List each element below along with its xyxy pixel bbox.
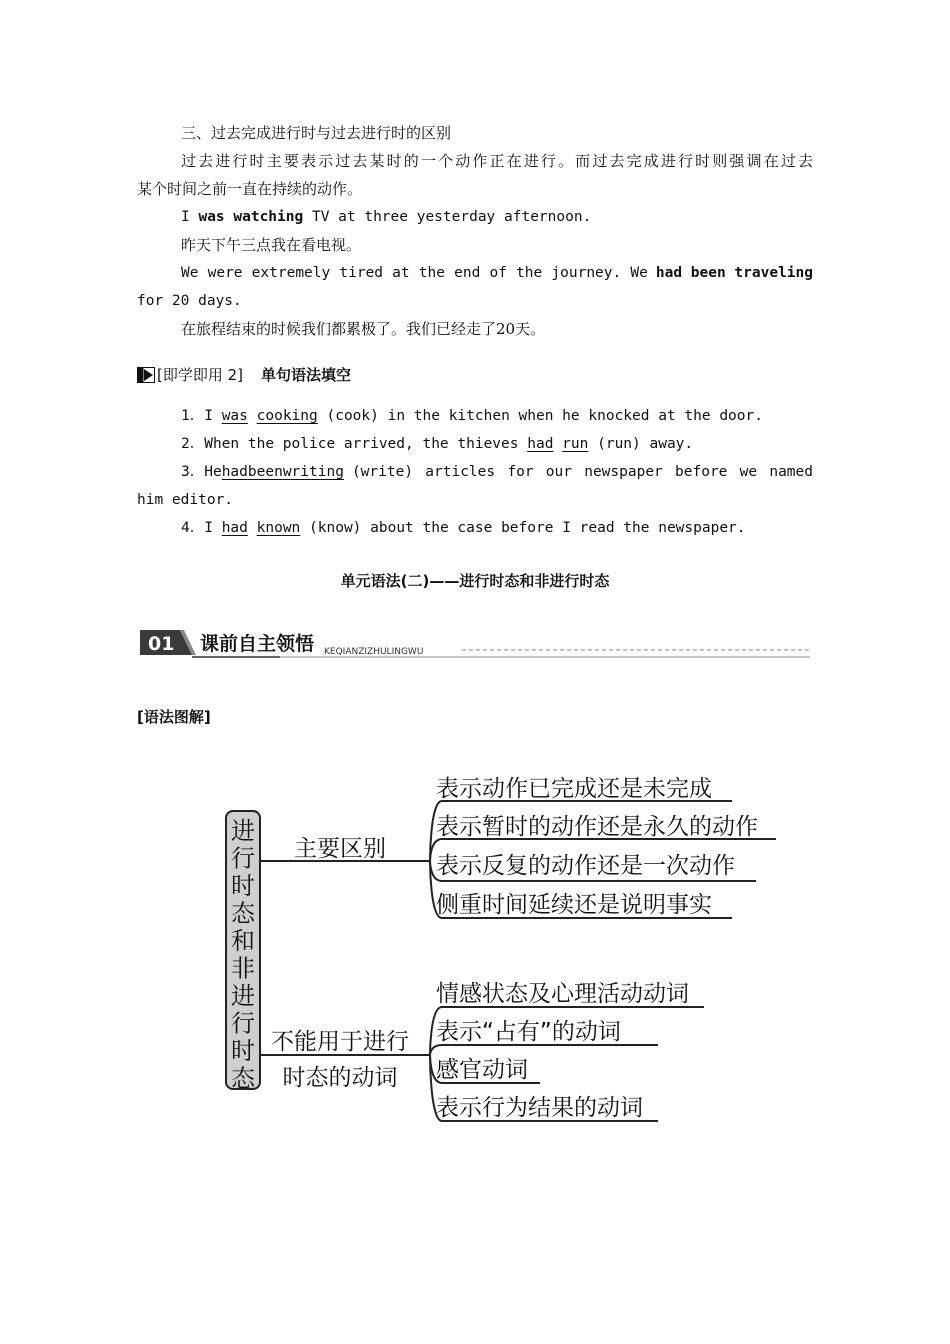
unit-title: 单元语法(二)——进行时态和非进行时态 — [340, 572, 610, 590]
example-1 — [181, 207, 591, 227]
practice-item-1 — [181, 406, 763, 426]
branch-1-item-4: 侧重时间延续还是说明事实 — [436, 892, 712, 918]
example-1-pre: I — [181, 209, 199, 225]
branch-1-item-3: 表示反复的动作还是一次动作 — [436, 853, 735, 879]
item-text: (write) articles for our newspaper before we named — [351, 464, 813, 480]
practice-item-2 — [181, 434, 693, 454]
branch-2-item-4: 表示行为结果的动词 — [436, 1095, 643, 1121]
paragraph-line-2: 某个时间之前一直在持续的动作。 — [137, 180, 363, 198]
answer-blank: writing — [282, 464, 344, 480]
answer-blank: had — [221, 464, 248, 480]
example-2-bold: had been traveling — [655, 265, 813, 281]
example-2-translation: 在旅程结束的时候我们都累极了。我们已经走了20天。 — [181, 320, 546, 338]
answer-blank: run — [562, 436, 589, 452]
branch-2-item-2: 表示“占有”的动词 — [436, 1019, 621, 1045]
branch-1-item-1: 表示动作已完成还是未完成 — [436, 776, 712, 802]
item-text: 3．He — [181, 464, 222, 480]
answer-blank: been — [247, 464, 283, 480]
item-text: 2．When the police arrived, the thieves — [181, 436, 528, 452]
banner-pinyin: KEQIANZIZHULINGWU — [324, 647, 424, 657]
example-2-line-2: for 20 days. — [137, 293, 242, 309]
answer-blank: known — [256, 520, 301, 536]
example-2-line-1 — [181, 263, 813, 283]
example-1-bold: was watching — [198, 209, 304, 225]
example-1-post: TV at three yesterday afternoon. — [303, 209, 592, 225]
branch-2-item-1: 情感状态及心理活动动词 — [436, 981, 689, 1007]
item-text: (run) away. — [588, 436, 694, 452]
grammar-diagram — [220, 765, 800, 1135]
grammar-diagram-label: [语法图解] — [137, 708, 211, 726]
answer-blank: was — [221, 408, 248, 424]
section-banner — [140, 628, 812, 660]
banner-title: 课前自主领悟 — [200, 633, 315, 655]
section-title: 三、过去完成进行时与过去进行时的区别 — [181, 124, 452, 142]
answer-blank: had — [527, 436, 554, 452]
example-1-translation: 昨天下午三点我在看电视。 — [181, 236, 362, 254]
item-text: (know) about the case before I read the newspaper. — [300, 520, 746, 536]
branch-1-item-2: 表示暂时的动作还是永久的动作 — [436, 814, 758, 840]
paragraph-line-1: 过去进行时主要表示过去某时的一个动作正在进行。而过去完成进行时则强调在过去 — [181, 152, 813, 170]
branch-2-label-line-2: 时态的动词 — [282, 1065, 398, 1091]
item-text: 4．I — [181, 520, 222, 536]
answer-blank: cooking — [256, 408, 318, 424]
example-2-pre: We were extremely tired at the end of the journey. We — [181, 265, 648, 281]
practice-item-3 — [181, 462, 813, 482]
practice-label: [即学即用 2] — [157, 366, 244, 384]
practice-heading — [137, 364, 351, 385]
banner-number: 01 — [148, 633, 175, 655]
root-label: 进行时态和非进行时态 — [231, 817, 255, 1093]
branch-1-label: 主要区别 — [294, 836, 386, 862]
item-text: (cook) in the kitchen when he knocked at the door. — [317, 408, 763, 424]
branch-2-item-3: 感官动词 — [436, 1057, 528, 1083]
answer-blank: had — [221, 520, 248, 536]
practice-item-3-cont: him editor. — [137, 492, 234, 508]
practice-title: 单句语法填空 — [261, 366, 352, 384]
play-icon — [137, 367, 155, 383]
item-text: 1．I — [181, 408, 222, 424]
branch-2-label-line-1: 不能用于进行 — [271, 1029, 409, 1055]
practice-item-4 — [181, 518, 746, 538]
